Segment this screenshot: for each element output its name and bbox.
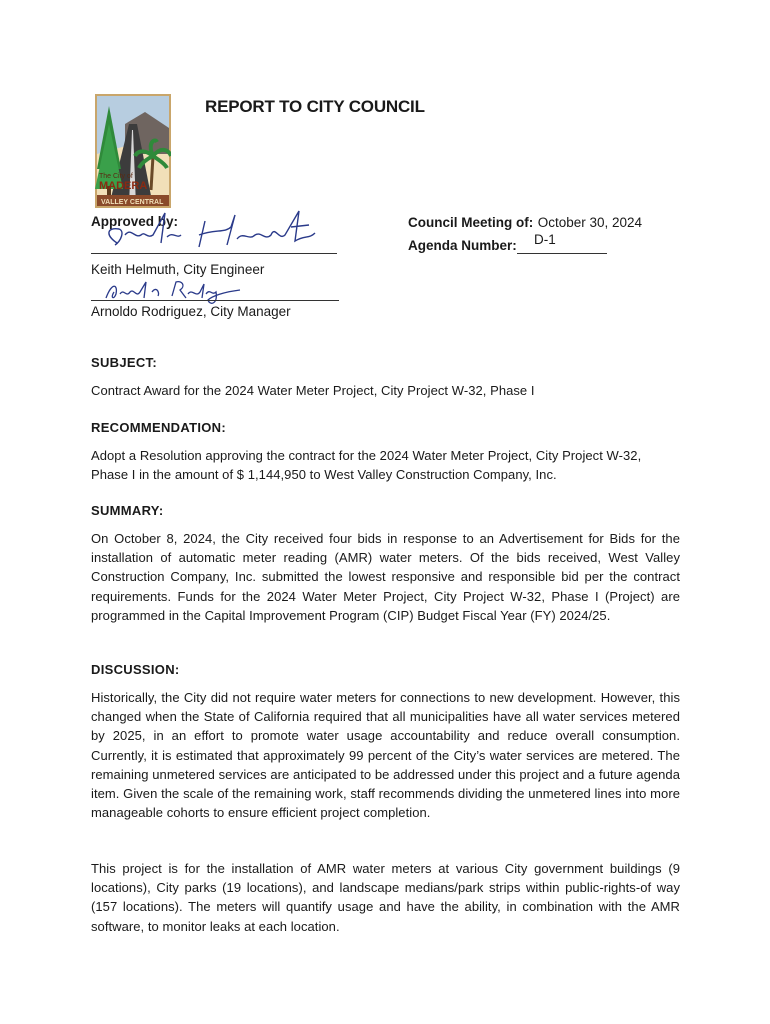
summary-heading: SUMMARY: (91, 503, 164, 518)
logo-text-line3: VALLEY CENTRAL (101, 199, 164, 206)
agenda-label: Agenda Number: (408, 238, 517, 253)
discussion-paragraph-1: Historically, the City did not require water meters for connections to new development. However, this changed when the State of California required that all municipalities have all water services metered by 2025, in an effort to promote water usage accountability and reduce overall consumption. Currently, it is estimated that approximately 99 percent of the City’s water services are metered. The remaining unmetered services are anticipated to be addressed under this project and a future agenda item. Given the scale of the remaining work, staff recommends dividing the unmetered lines into more manageable cohorts to ensure efficient project completion. (91, 690, 680, 821)
agenda-number-line (517, 253, 607, 254)
discussion-paragraph-2: This project is for the installation of AMR water meters at various City government buildings (9 locations), City parks (19 locations), and landscape medians/park strips within public-rights-of way (157 locations). The meters will quantify usage and have the ability, in combination with the AMR software, to monitor leaks at each location. (91, 861, 680, 934)
subject-heading: SUBJECT: (91, 355, 157, 370)
meeting-info (408, 214, 642, 232)
engineer-signature-line (91, 253, 337, 254)
logo-text-line2: MADERA (99, 180, 148, 192)
discussion-heading: DISCUSSION: (91, 662, 180, 677)
engineer-name: Keith Helmuth, City Engineer (91, 262, 265, 277)
manager-name: Arnoldo Rodriguez, City Manager (91, 304, 291, 319)
engineer-signature (95, 205, 335, 255)
recommendation-text: Adopt a Resolution approving the contract for the 2024 Water Meter Project, City Project W-32, Phase I in the amount of $ 1,144,950 to West Valley Construction Company, Inc. (91, 448, 642, 483)
city-of-madera-logo (95, 94, 171, 208)
agenda-number: D-1 (534, 232, 556, 247)
meeting-label: Council Meeting of: (408, 215, 534, 230)
recommendation-heading: RECOMMENDATION: (91, 420, 226, 435)
page-title: REPORT TO CITY COUNCIL (205, 97, 425, 116)
manager-signature-line (91, 300, 339, 301)
logo-text-line1: The City of (99, 173, 133, 180)
summary-text: On October 8, 2024, the City received four bids in response to an Advertisement for Bids for the installation of automatic meter reading (AMR) water meters. Of the bids received, West Valley Construction Company, Inc. submitted the lowest responsive and responsible bid per the contract requirements. Funds for the 2024 Water Meter Project, City Project W-32, Phase I (Project) are programmed in the Capital Improvement Program (CIP) Budget Fiscal Year (FY) 2024/25. (91, 531, 680, 623)
manager-signature (100, 278, 250, 306)
approved-by-label: Approved by: (91, 214, 179, 229)
meeting-date: October 30, 2024 (537, 215, 643, 230)
subject-text: Contract Award for the 2024 Water Meter Project, City Project W-32, Phase I (91, 383, 535, 398)
